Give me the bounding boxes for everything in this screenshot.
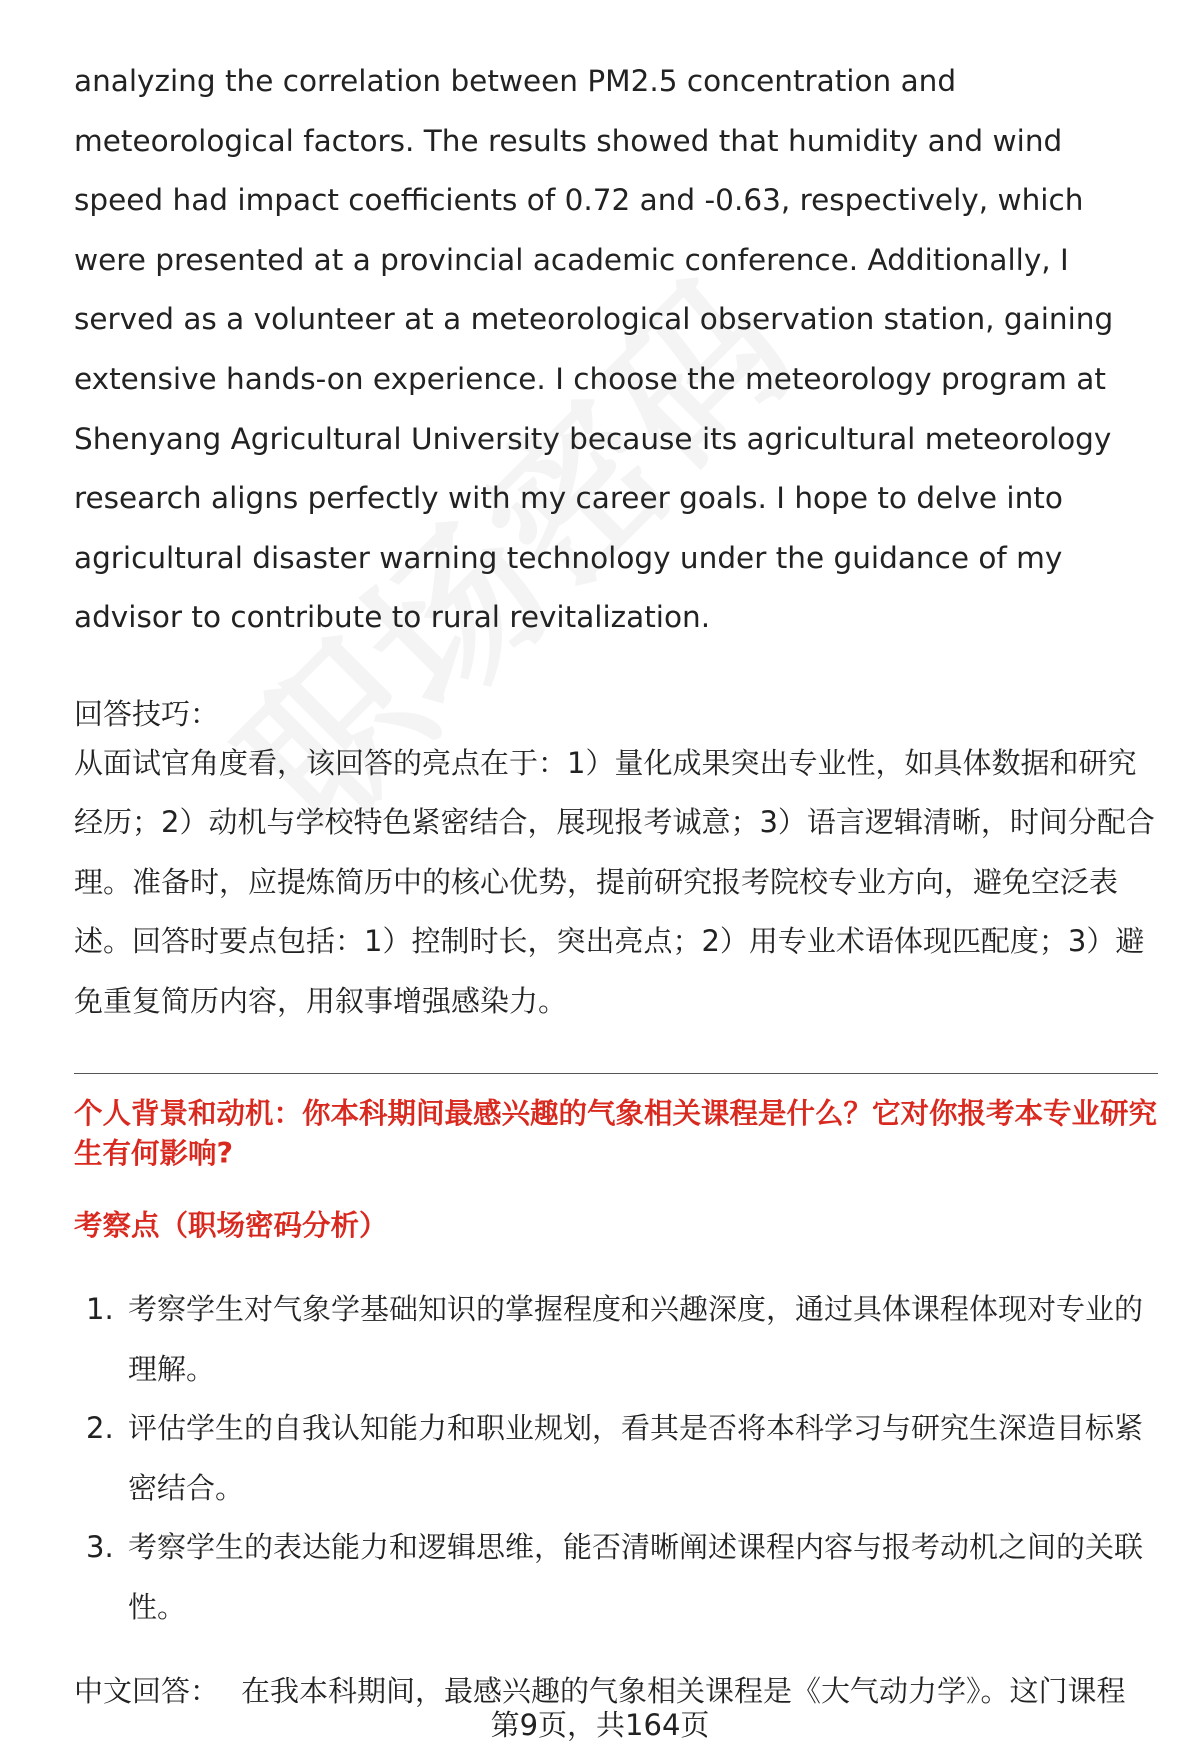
list-item-number: 2. xyxy=(86,1411,114,1446)
list-item xyxy=(74,1518,1160,1637)
assessment-points-heading: 考察点（职场密码分析） xyxy=(74,1209,388,1243)
page-number: 第9页，共164页 xyxy=(490,1708,710,1742)
list-item xyxy=(74,1280,1160,1399)
chinese-answer-label: 中文回答： xyxy=(74,1674,220,1709)
list-item-text: 考察学生对气象学基础知识的掌握程度和兴趣深度，通过具体课程体现对专业的理解。 xyxy=(128,1292,1144,1386)
question-heading: 个人背景和动机：你本科期间最感兴趣的气象相关课程是什么？它对你报考本专业研究生有何影响? xyxy=(74,1097,1158,1171)
list-item xyxy=(74,1399,1160,1518)
list-item-number: 1. xyxy=(86,1292,114,1327)
list-item-number: 3. xyxy=(86,1530,114,1565)
tips-label: 回答技巧： xyxy=(74,696,220,731)
list-item-text: 评估学生的自我认知能力和职业规划，看其是否将本科学习与研究生深造目标紧密结合。 xyxy=(128,1411,1144,1505)
english-answer-paragraph: analyzing the correlation between PM2.5 concentration and meteorological factors. The results showed that humidity and wind speed had impact coefficients of 0.72 and -0.63, respectively, which were presented at a provincial academic conference. Additionally, I served as a volunteer at a meteorological observation station, gaining extensive hands-on experience. I choose the meteorology program at Shenyang Agricultural University because its agricultural meteorology research aligns perfectly with my career goals. I hope to delve into agricultural disaster warning technology under the guidance of my advisor to contribute to rural revitalization. xyxy=(74,64,1114,635)
assessment-points-list xyxy=(74,1280,1160,1637)
tips-body: 从面试官角度看，该回答的亮点在于：1）量化成果突出专业性，如具体数据和研究经历；2）动机与学校特色紧密结合，展现报考诚意；3）语言逻辑清晰，时间分配合理。准备时，应提炼简历中的核心优势，提前研究报考院校专业方向，避免空泛表述。回答时要点包括：1）控制时长，突出亮点；2）用专业术语体现匹配度；3）避免重复简历内容，用叙事增强感染力。 xyxy=(74,745,1155,1018)
chinese-answer-text: 在我本科期间，最感兴趣的气象相关课程是《大气动力学》。这门课程 xyxy=(241,1674,1126,1709)
page-content xyxy=(74,52,1160,1711)
section-divider xyxy=(74,1073,1158,1074)
list-item-text: 考察学生的表达能力和逻辑思维，能否清晰阐述课程内容与报考动机之间的关联性。 xyxy=(128,1530,1144,1624)
